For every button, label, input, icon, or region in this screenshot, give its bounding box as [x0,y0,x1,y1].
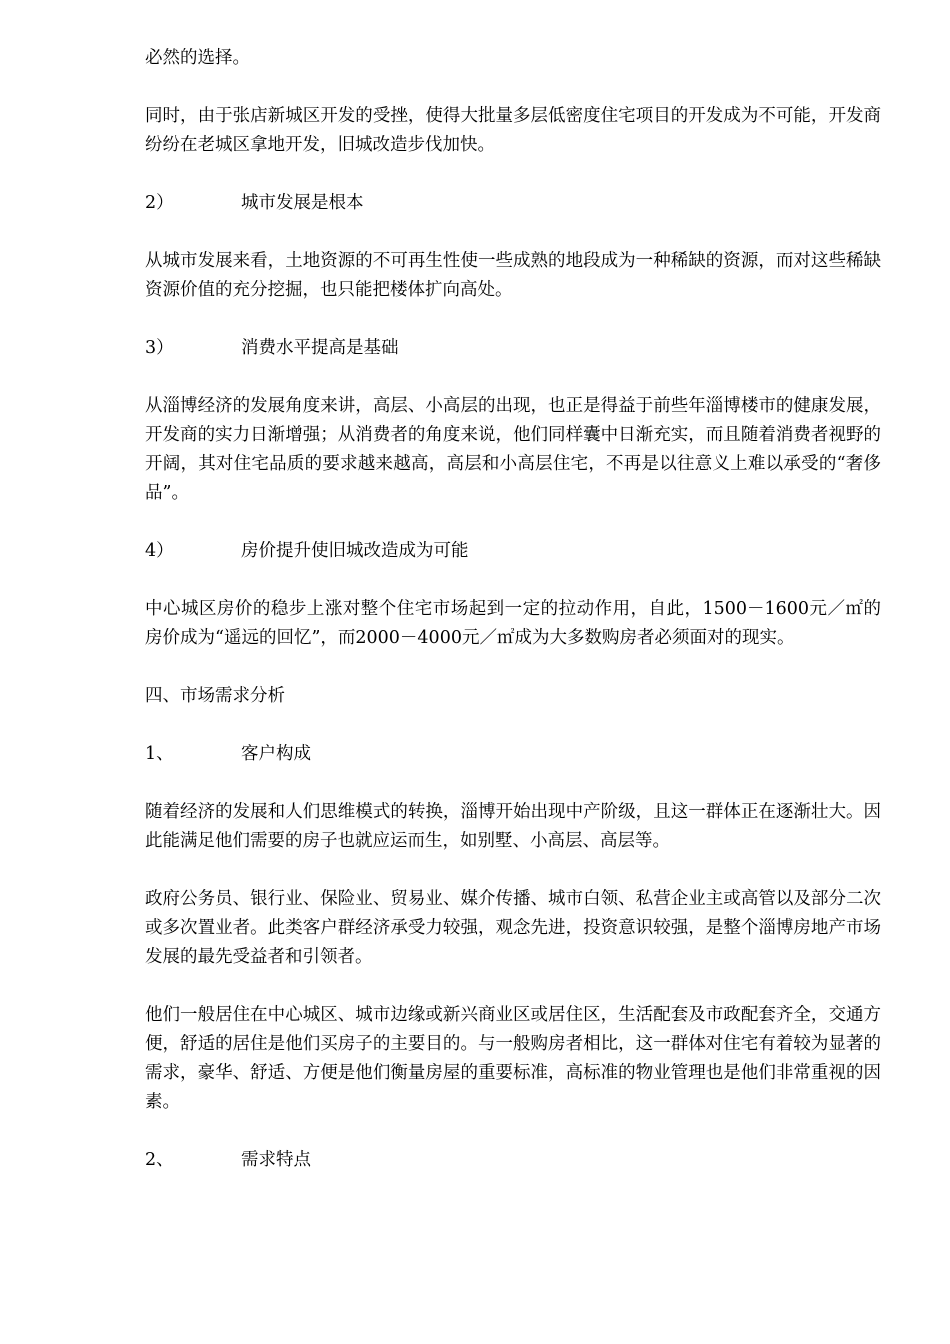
heading-number: 2、 [145,1150,174,1170]
heading-title: 城市发展是根本 [241,193,364,213]
heading-title: 客户构成 [241,744,311,764]
paragraph-land-resources: 从城市发展来看，土地资源的不可再生性使一些成熟的地段成为一种稀缺的资源，而对这些稀缺资源价值的充分挖掘，也只能把楼体扩向高处。 [145,251,881,300]
heading-consumption-level [145,334,881,363]
document-page [145,44,881,1204]
heading-title: 消费水平提高是基础 [241,338,399,358]
heading-demand-features [145,1146,881,1175]
heading-city-development [145,189,881,218]
heading-number: 4） [145,541,174,561]
heading-number: 1、 [145,744,174,764]
heading-title: 需求特点 [241,1150,311,1170]
heading-number: 3） [145,338,174,358]
heading-number: 2） [145,193,174,213]
heading-title: 房价提升使旧城改造成为可能 [241,541,469,561]
heading-customer-composition [145,740,881,769]
paragraph-economy: 从淄博经济的发展角度来讲，高层、小高层的出现，也正是得益于前些年淄博楼市的健康发展，开发商的实力日渐增强；从消费者的角度来说，他们同样囊中日渐充实，而且随着消费者视野的开阔，其对住宅品质的要求越来越高，高层和小高层住宅，不再是以往意义上难以承受的“奢侈品”。 [145,396,881,503]
paragraph-intro-end: 必然的选择。 [145,48,250,68]
paragraph-price-rise: 中心城区房价的稳步上涨对整个住宅市场起到一定的拉动作用，自此，1500－1600元／㎡的房价成为“遥远的回忆”，而2000－4000元／㎡成为大多数购房者必须面对的现实。 [145,599,881,648]
paragraph-living-needs: 他们一般居住在中心城区、城市边缘或新兴商业区或居住区，生活配套及市政配套齐全，交通方便，舒适的居住是他们买房子的主要目的。与一般购房者相比，这一群体对住宅有着较为显著的需求，豪华、舒适、方便是他们衡量房屋的重要标准，高标准的物业管理也是他们非常重视的因素。 [145,1005,881,1112]
section-title-market-demand: 四、市场需求分析 [145,686,285,706]
paragraph-middle-class: 随着经济的发展和人们思维模式的转换，淄博开始出现中产阶级，且这一群体正在逐渐壮大。因此能满足他们需要的房子也就应运而生，如别墅、小高层、高层等。 [145,802,881,851]
heading-housing-price [145,537,881,566]
paragraph-customer-groups: 政府公务员、银行业、保险业、贸易业、媒介传播、城市白领、私营企业主或高管以及部分二次或多次置业者。此类客户群经济承受力较强，观念先进，投资意识较强，是整个淄博房地产市场发展的最先受益者和引领者。 [145,889,881,967]
paragraph-new-district: 同时，由于张店新城区开发的受挫，使得大批量多层低密度住宅项目的开发成为不可能，开发商纷纷在老城区拿地开发，旧城改造步伐加快。 [145,106,881,155]
